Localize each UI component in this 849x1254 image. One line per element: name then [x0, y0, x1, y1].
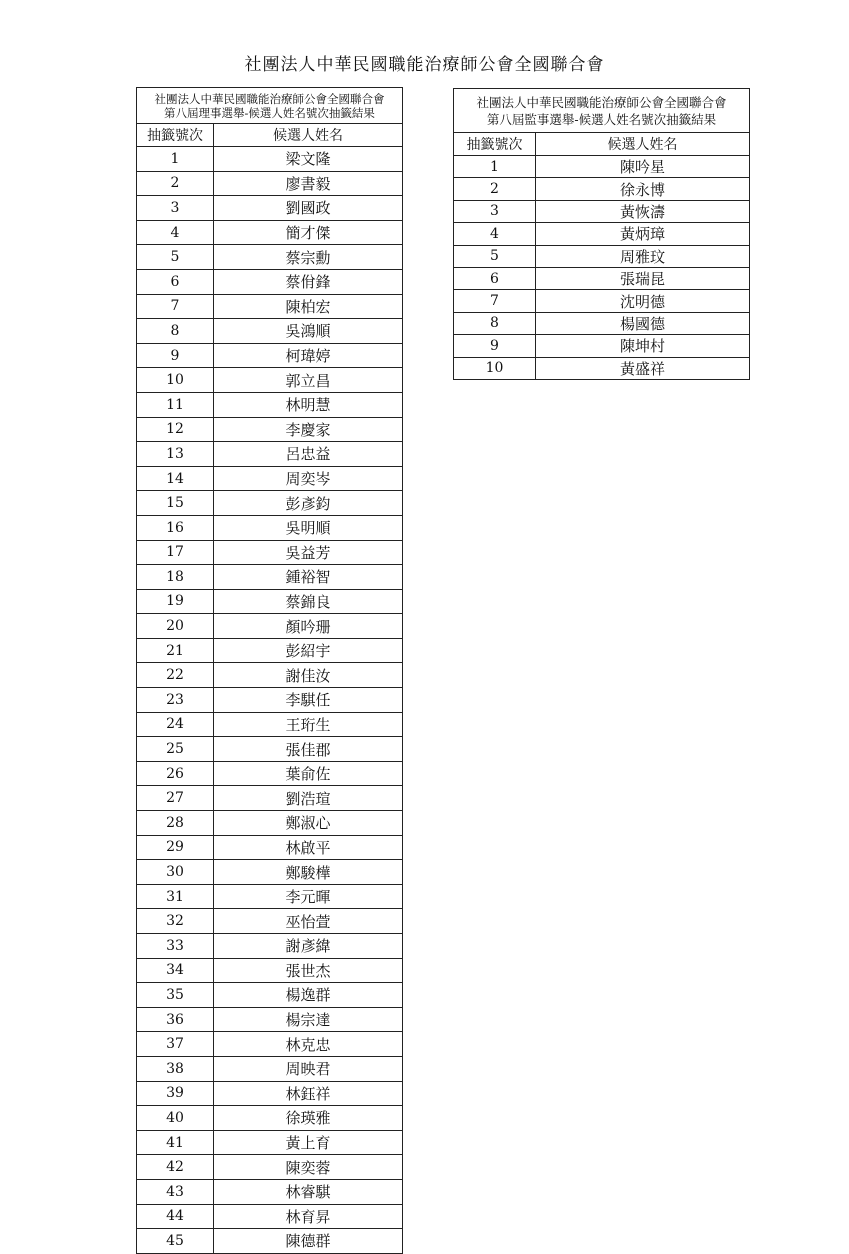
- director-candidates-table: [136, 87, 403, 1254]
- draw-number-cell: 20: [137, 614, 214, 639]
- table-row: [137, 220, 403, 245]
- candidate-name-cell: 林克忠: [214, 1032, 403, 1057]
- table-row: [137, 343, 403, 368]
- candidate-name-cell: 陳坤村: [536, 335, 750, 357]
- draw-number-cell: 8: [454, 312, 536, 334]
- draw-number-cell: 16: [137, 515, 214, 540]
- draw-number-cell: 29: [137, 835, 214, 860]
- draw-number-cell: 24: [137, 712, 214, 737]
- draw-number-cell: 43: [137, 1179, 214, 1204]
- draw-number-cell: 27: [137, 786, 214, 811]
- draw-number-cell: 22: [137, 663, 214, 688]
- draw-number-cell: 36: [137, 1007, 214, 1032]
- draw-number-cell: 44: [137, 1204, 214, 1229]
- draw-number-cell: 37: [137, 1032, 214, 1057]
- candidate-name-cell: 彭彥鈞: [214, 491, 403, 516]
- draw-number-cell: 19: [137, 589, 214, 614]
- candidate-name-cell: 張世杰: [214, 958, 403, 983]
- draw-number-cell: 2: [454, 178, 536, 200]
- supervisor-candidates-table: [453, 88, 750, 380]
- candidate-name-cell: 蔡佾鋒: [214, 269, 403, 294]
- draw-number-cell: 4: [454, 223, 536, 245]
- candidate-name-cell: 張佳郡: [214, 737, 403, 762]
- table-row: [137, 909, 403, 934]
- draw-number-cell: 32: [137, 909, 214, 934]
- candidate-name-cell: 楊國德: [536, 312, 750, 334]
- draw-number-cell: 42: [137, 1155, 214, 1180]
- candidate-name-cell: 沈明德: [536, 290, 750, 312]
- table-row: [137, 368, 403, 393]
- draw-number-cell: 3: [454, 200, 536, 222]
- table-row: [454, 312, 750, 334]
- table-row: [137, 1229, 403, 1254]
- candidate-name-cell: 周奕岑: [214, 466, 403, 491]
- table-row: [137, 1106, 403, 1131]
- table-row: [454, 200, 750, 222]
- candidate-name-cell: 吳鴻順: [214, 319, 403, 344]
- draw-number-cell: 40: [137, 1106, 214, 1131]
- candidate-name-cell: 林睿騏: [214, 1179, 403, 1204]
- candidate-name-cell: 黃炳璋: [536, 223, 750, 245]
- candidate-name-cell: 李騏任: [214, 688, 403, 713]
- table-row: [137, 294, 403, 319]
- draw-number-cell: 39: [137, 1081, 214, 1106]
- table-row: [137, 663, 403, 688]
- candidate-name-cell: 林啟平: [214, 835, 403, 860]
- draw-number-cell: 5: [454, 245, 536, 267]
- table-row: [454, 267, 750, 289]
- table-row: [137, 1155, 403, 1180]
- director-col-number-header: 抽籤號次: [137, 124, 214, 147]
- supervisor-col-name-header: 候選人姓名: [536, 133, 750, 156]
- candidate-name-cell: 劉浩瑄: [214, 786, 403, 811]
- table-row: [137, 934, 403, 959]
- table-row: [137, 1081, 403, 1106]
- draw-number-cell: 3: [137, 196, 214, 221]
- table-row: [137, 983, 403, 1008]
- table-row: [454, 223, 750, 245]
- candidate-name-cell: 吳明順: [214, 515, 403, 540]
- candidate-name-cell: 顏吟珊: [214, 614, 403, 639]
- table-row: [454, 290, 750, 312]
- table-row: [137, 614, 403, 639]
- draw-number-cell: 30: [137, 860, 214, 885]
- candidate-name-cell: 彭紹宇: [214, 638, 403, 663]
- candidate-name-cell: 廖書毅: [214, 171, 403, 196]
- candidate-name-cell: 陳柏宏: [214, 294, 403, 319]
- table-row: [137, 712, 403, 737]
- draw-number-cell: 7: [137, 294, 214, 319]
- candidate-name-cell: 陳奕蓉: [214, 1155, 403, 1180]
- draw-number-cell: 18: [137, 565, 214, 590]
- draw-number-cell: 38: [137, 1056, 214, 1081]
- draw-number-cell: 10: [137, 368, 214, 393]
- draw-number-cell: 4: [137, 220, 214, 245]
- candidate-name-cell: 李慶家: [214, 417, 403, 442]
- supervisor-caption-line2: 第八屆監事選舉-候選人姓名號次抽籤結果: [486, 111, 717, 127]
- draw-number-cell: 28: [137, 811, 214, 836]
- table-row: [454, 178, 750, 200]
- draw-number-cell: 26: [137, 761, 214, 786]
- table-row: [137, 589, 403, 614]
- table-row: [137, 1130, 403, 1155]
- table-row: [137, 1007, 403, 1032]
- table-row: [137, 884, 403, 909]
- candidate-name-cell: 巫怡萱: [214, 909, 403, 934]
- draw-number-cell: 35: [137, 983, 214, 1008]
- draw-number-cell: 6: [454, 267, 536, 289]
- candidate-name-cell: 楊逸群: [214, 983, 403, 1008]
- table-row: [137, 688, 403, 713]
- draw-number-cell: 31: [137, 884, 214, 909]
- director-table-body: [137, 147, 403, 1254]
- draw-number-cell: 9: [454, 335, 536, 357]
- table-row: [137, 466, 403, 491]
- supervisor-table-body: [454, 156, 750, 380]
- candidate-name-cell: 陳德群: [214, 1229, 403, 1254]
- draw-number-cell: 41: [137, 1130, 214, 1155]
- candidate-name-cell: 簡才傑: [214, 220, 403, 245]
- draw-number-cell: 21: [137, 638, 214, 663]
- table-row: [454, 335, 750, 357]
- candidate-name-cell: 劉國政: [214, 196, 403, 221]
- table-row: [137, 196, 403, 221]
- candidate-name-cell: 徐瑛雅: [214, 1106, 403, 1131]
- candidate-name-cell: 林鈺祥: [214, 1081, 403, 1106]
- table-row: [137, 245, 403, 270]
- candidate-name-cell: 鄭淑心: [214, 811, 403, 836]
- candidate-name-cell: 王珩生: [214, 712, 403, 737]
- draw-number-cell: 6: [137, 269, 214, 294]
- candidate-name-cell: 張瑞昆: [536, 267, 750, 289]
- supervisor-caption-line1: 社團法人中華民國職能治療師公會全國聯合會: [476, 94, 727, 110]
- candidate-name-cell: 鍾裕智: [214, 565, 403, 590]
- draw-number-cell: 5: [137, 245, 214, 270]
- table-row: [137, 786, 403, 811]
- table-row: [137, 958, 403, 983]
- draw-number-cell: 7: [454, 290, 536, 312]
- table-row: [137, 540, 403, 565]
- director-table-caption: [137, 88, 403, 124]
- draw-number-cell: 1: [454, 156, 536, 178]
- candidate-name-cell: 呂忠益: [214, 442, 403, 467]
- draw-number-cell: 33: [137, 934, 214, 959]
- table-row: [137, 442, 403, 467]
- candidate-name-cell: 黃盛祥: [536, 357, 750, 379]
- draw-number-cell: 9: [137, 343, 214, 368]
- page-title: 社團法人中華民國職能治療師公會全國聯合會: [244, 55, 605, 75]
- table-row: [137, 1056, 403, 1081]
- candidate-name-cell: 周雅玟: [536, 245, 750, 267]
- table-row: [137, 269, 403, 294]
- candidate-name-cell: 陳吟星: [536, 156, 750, 178]
- table-row: [454, 357, 750, 379]
- supervisor-col-number-header: 抽籤號次: [454, 133, 536, 156]
- candidate-name-cell: 葉俞佐: [214, 761, 403, 786]
- draw-number-cell: 23: [137, 688, 214, 713]
- candidate-name-cell: 梁文隆: [214, 147, 403, 172]
- candidate-name-cell: 林明慧: [214, 392, 403, 417]
- candidate-name-cell: 柯瑋婷: [214, 343, 403, 368]
- candidate-name-cell: 謝彥緯: [214, 934, 403, 959]
- director-caption-line2: 第八屆理事選舉-候選人姓名號次抽籤結果: [164, 105, 375, 120]
- table-row: [137, 147, 403, 172]
- table-row: [454, 245, 750, 267]
- candidate-name-cell: 吳益芳: [214, 540, 403, 565]
- draw-number-cell: 45: [137, 1229, 214, 1254]
- candidate-name-cell: 李元暉: [214, 884, 403, 909]
- draw-number-cell: 34: [137, 958, 214, 983]
- table-row: [137, 860, 403, 885]
- candidate-name-cell: 郭立昌: [214, 368, 403, 393]
- draw-number-cell: 2: [137, 171, 214, 196]
- candidate-name-cell: 蔡宗勳: [214, 245, 403, 270]
- draw-number-cell: 1: [137, 147, 214, 172]
- table-row: [137, 761, 403, 786]
- table-row: [137, 1032, 403, 1057]
- candidate-name-cell: 周映君: [214, 1056, 403, 1081]
- table-row: [137, 1204, 403, 1229]
- draw-number-cell: 10: [454, 357, 536, 379]
- table-row: [137, 1179, 403, 1204]
- candidate-name-cell: 蔡錦良: [214, 589, 403, 614]
- draw-number-cell: 8: [137, 319, 214, 344]
- candidate-name-cell: 楊宗達: [214, 1007, 403, 1032]
- draw-number-cell: 13: [137, 442, 214, 467]
- table-row: [137, 811, 403, 836]
- candidate-name-cell: 黃恢濤: [536, 200, 750, 222]
- draw-number-cell: 14: [137, 466, 214, 491]
- draw-number-cell: 17: [137, 540, 214, 565]
- candidate-name-cell: 林育昇: [214, 1204, 403, 1229]
- candidate-name-cell: 黃上育: [214, 1130, 403, 1155]
- table-row: [137, 565, 403, 590]
- table-row: [137, 171, 403, 196]
- table-row: [137, 491, 403, 516]
- candidate-name-cell: 徐永博: [536, 178, 750, 200]
- table-row: [137, 319, 403, 344]
- table-row: [137, 638, 403, 663]
- table-row: [454, 156, 750, 178]
- table-row: [137, 835, 403, 860]
- table-row: [137, 417, 403, 442]
- candidate-name-cell: 鄭駿樺: [214, 860, 403, 885]
- director-caption-line1: 社團法人中華民國職能治療師公會全國聯合會: [154, 91, 385, 106]
- draw-number-cell: 15: [137, 491, 214, 516]
- candidate-name-cell: 謝佳汝: [214, 663, 403, 688]
- table-row: [137, 737, 403, 762]
- draw-number-cell: 25: [137, 737, 214, 762]
- table-row: [137, 392, 403, 417]
- draw-number-cell: 11: [137, 392, 214, 417]
- draw-number-cell: 12: [137, 417, 214, 442]
- director-col-name-header: 候選人姓名: [214, 124, 403, 147]
- table-row: [137, 515, 403, 540]
- supervisor-table-caption: [454, 89, 750, 133]
